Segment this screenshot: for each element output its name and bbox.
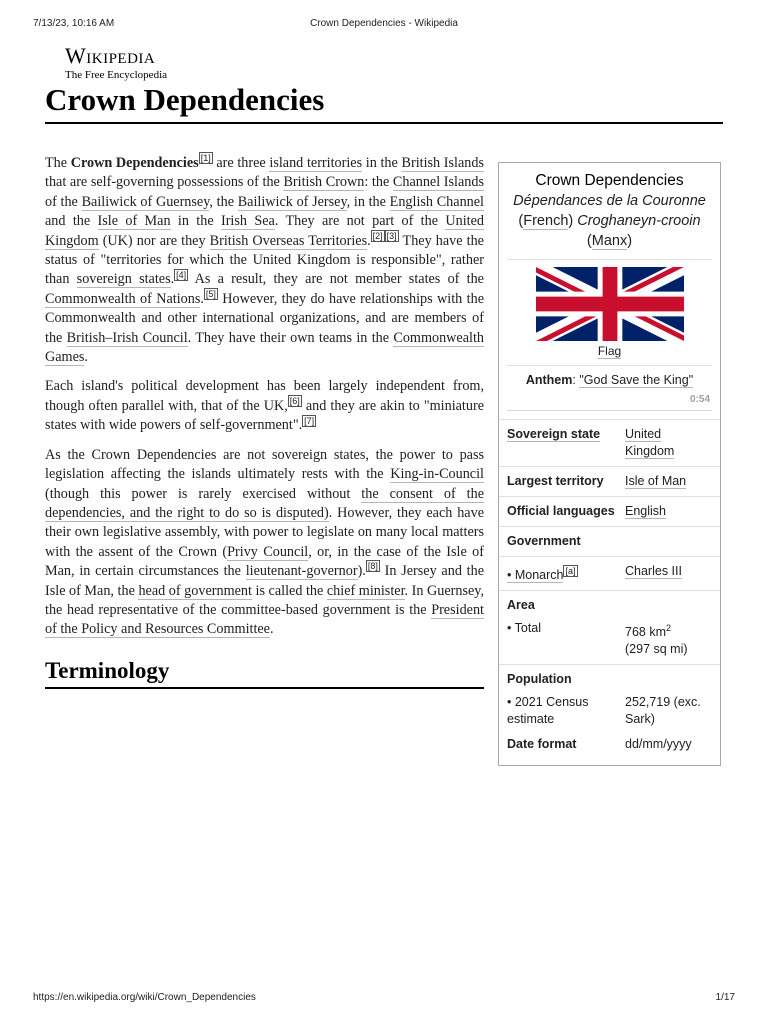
bold-term: Crown Dependencies [70,155,199,171]
link-bailiwick-jersey[interactable]: Bailiwick of Jersey [237,193,347,210]
audio-duration: 0:54 [689,394,710,405]
infobox-row-census [499,694,720,734]
ref-2[interactable] [371,231,385,242]
text: . [200,290,204,307]
ref-label: [8] [367,561,378,572]
link-united-kingdom-infobox[interactable]: United Kingdom [625,427,675,458]
text: They have the status of "territories for which the United Kingdom is responsible", rather than [45,232,484,288]
audio-progress-bar[interactable] [507,410,712,411]
text: : the [364,174,393,191]
audio-player[interactable] [499,388,720,410]
infobox-row-area-total [499,620,720,664]
text: In Jersey and the Isle of Man, the [45,563,485,599]
area-sq-mi: (297 sq mi) [625,642,688,657]
anthem-row: Anthem: "God Save the King" [525,373,694,387]
label-date-format: Date format [507,737,577,752]
note-a[interactable] [563,565,577,577]
link-english-channel[interactable]: English Channel [389,193,484,210]
flag-image[interactable] [499,260,720,342]
link-lieutenant-governor[interactable]: lieutenant-governor [245,563,358,580]
paragraph-intro [45,154,484,367]
ref-label: [5] [205,289,216,300]
link-monarch[interactable]: • Monarch [507,568,564,583]
ref-4[interactable] [174,270,188,281]
text: ). [357,563,366,580]
text: . In Guernsey, the head representative of the committee-based government is the [45,582,484,618]
infobox-native-names: Dépendances de la Couronne (French) Croghaneyn-crooin (Manx) [513,193,706,249]
label-largest-territory: Largest territory [507,474,604,488]
text: in the [170,213,221,230]
link-manx-language[interactable]: Manx [591,233,628,249]
print-datetime: 7/13/23, 10:16 AM [33,18,115,29]
text: . [170,271,175,288]
text: , or, in the case of the Isle of Man, in certain circumstances the [45,543,485,580]
infobox-row-date-format [499,734,720,759]
wikipedia-logo[interactable] [65,44,167,81]
paragraph-development [45,377,484,435]
flag-caption-text: Flag [597,344,622,358]
text: As a result, they are not member states of the [188,271,484,288]
page-title: Crown Dependencies [45,80,723,124]
logo-wordmark: Wikipedia [65,43,156,68]
ref-label: [1] [200,153,211,164]
text: in the [362,155,402,171]
infobox-title: Crown Dependencies [535,172,684,189]
ref-3[interactable] [385,231,399,242]
link-bailiwick-guernsey[interactable]: Bailiwick of Guernsey [81,193,210,210]
infobox-row-sovereign-state [499,419,720,466]
area-sup: 2 [666,623,672,634]
area-km: 768 km [625,625,666,640]
link-british-crown[interactable]: British Crown [283,174,365,191]
text: of the [45,193,82,210]
link-french-language[interactable]: French [523,213,569,229]
text: As the Crown Dependencies are not sovereign states, the power to pass legislation affecting the islands ultimately rests with the [45,446,484,483]
text: and the [45,213,98,230]
infobox-row-official-languages [499,496,720,526]
link-king-in-council[interactable]: King-in-Council [390,466,484,483]
text: . They have their own teams in the [187,329,394,346]
link-united-kingdom[interactable]: United Kingdom [45,213,484,249]
ref-7[interactable] [302,416,316,427]
note-label: [a] [565,566,576,576]
link-head-of-government[interactable]: head of government [138,582,252,599]
link-consent-dependencies[interactable]: the consent of the dependencies, and the right to do so is disputed) [45,485,485,521]
text: are three [212,155,270,171]
native-name-french: Dépendances de la Couronne [513,193,706,209]
paragraph-legislation [45,446,484,640]
text: and they are akin to "miniature states with wide powers of self-government". [45,397,484,434]
value-census: 252,719 (exc. Sark) [625,695,701,727]
anthem-label: Anthem [525,373,573,387]
text: . They are not part of the [274,213,446,230]
infobox-row-monarch [499,556,720,590]
print-footer [33,992,735,1006]
ref-label: [4] [176,269,187,280]
value-date-format: dd/mm/yyyy [625,737,692,752]
link-british-islands[interactable]: British Islands [401,155,484,171]
label-population: Population [499,664,720,694]
text: . [367,232,371,249]
link-chief-minister[interactable]: chief minister [326,582,405,599]
text: , in the [346,193,390,210]
label-census: • 2021 Census estimate [507,695,589,727]
label-official-languages: Official languages [507,504,615,518]
value-area-total [625,620,712,658]
infobox-row-largest-territory [499,466,720,496]
print-page-number: 1/17 [715,992,735,1003]
ref-label: [6] [289,396,300,407]
native-name-manx: Croghaneyn-crooin [577,213,701,229]
section-heading-terminology: Terminology [45,656,484,689]
union-jack-flag-icon [536,266,684,342]
ref-8[interactable] [366,561,380,572]
text: However, they do have relationships with the Commonwealth and other international organizations, and are members of the [45,290,484,346]
print-url: https://en.wikipedia.org/wiki/Crown_Dependencies [33,992,256,1003]
infobox [498,162,721,766]
link-isle-of-man[interactable]: Isle of Man [97,213,171,230]
ref-5[interactable] [204,289,218,300]
link-sovereign-states[interactable]: sovereign states [76,271,171,288]
link-commonwealth-of-nations[interactable]: Commonwealth of Nations [45,290,201,307]
link-british-irish-council[interactable]: British–Irish Council [66,329,188,346]
article-body [45,154,484,689]
ref-label: [3] [386,230,397,241]
link-island-territories[interactable]: island territories [269,155,363,171]
label-area: Area [499,590,720,620]
link-british-overseas-territories[interactable]: British Overseas Territories [209,232,368,249]
ref-6[interactable] [288,396,302,407]
text: . [269,621,274,638]
ref-1[interactable] [199,153,213,164]
text: The [45,155,71,171]
link-isle-of-man-infobox[interactable]: Isle of Man [625,474,687,488]
text: , the [209,193,238,210]
link-god-save-the-king[interactable]: "God Save the King" [579,373,694,387]
link-president-policy-resources[interactable]: President of the Policy and Resources Committee [45,601,484,638]
link-irish-sea[interactable]: Irish Sea [220,213,275,230]
logo-tagline: The Free Encyclopedia [65,69,168,81]
text: (UK) nor are they [98,232,210,249]
link-english-language[interactable]: English [625,504,666,518]
label-government: Government [499,526,720,556]
link-charles-iii[interactable]: Charles III [625,564,682,578]
print-header [33,18,735,32]
text: . [84,349,88,366]
link-privy-council[interactable]: Privy Council [227,543,309,560]
flag-caption[interactable] [499,342,720,365]
label-sovereign-state[interactable]: Sovereign state [507,427,601,441]
link-commonwealth-games[interactable]: Commonwealth Games [45,329,484,366]
text: that are self-governing possessions of the [45,174,284,191]
link-channel-islands[interactable]: Channel Islands [392,174,484,191]
text: . However, they each have their own legislative assembly, with power to legislate on many local matters with the assent of the Crown ( [45,504,484,560]
print-title: Crown Dependencies - Wikipedia [310,18,458,29]
ref-label: [2] [372,230,383,241]
text: (though this power is rarely exercised without [45,485,362,502]
text: is called the [251,582,327,599]
label-area-total: • Total [507,621,542,636]
ref-label: [7] [304,415,315,426]
text: Each island's political development has been largely independent from, though often parallel with, that of the UK, [45,378,484,414]
